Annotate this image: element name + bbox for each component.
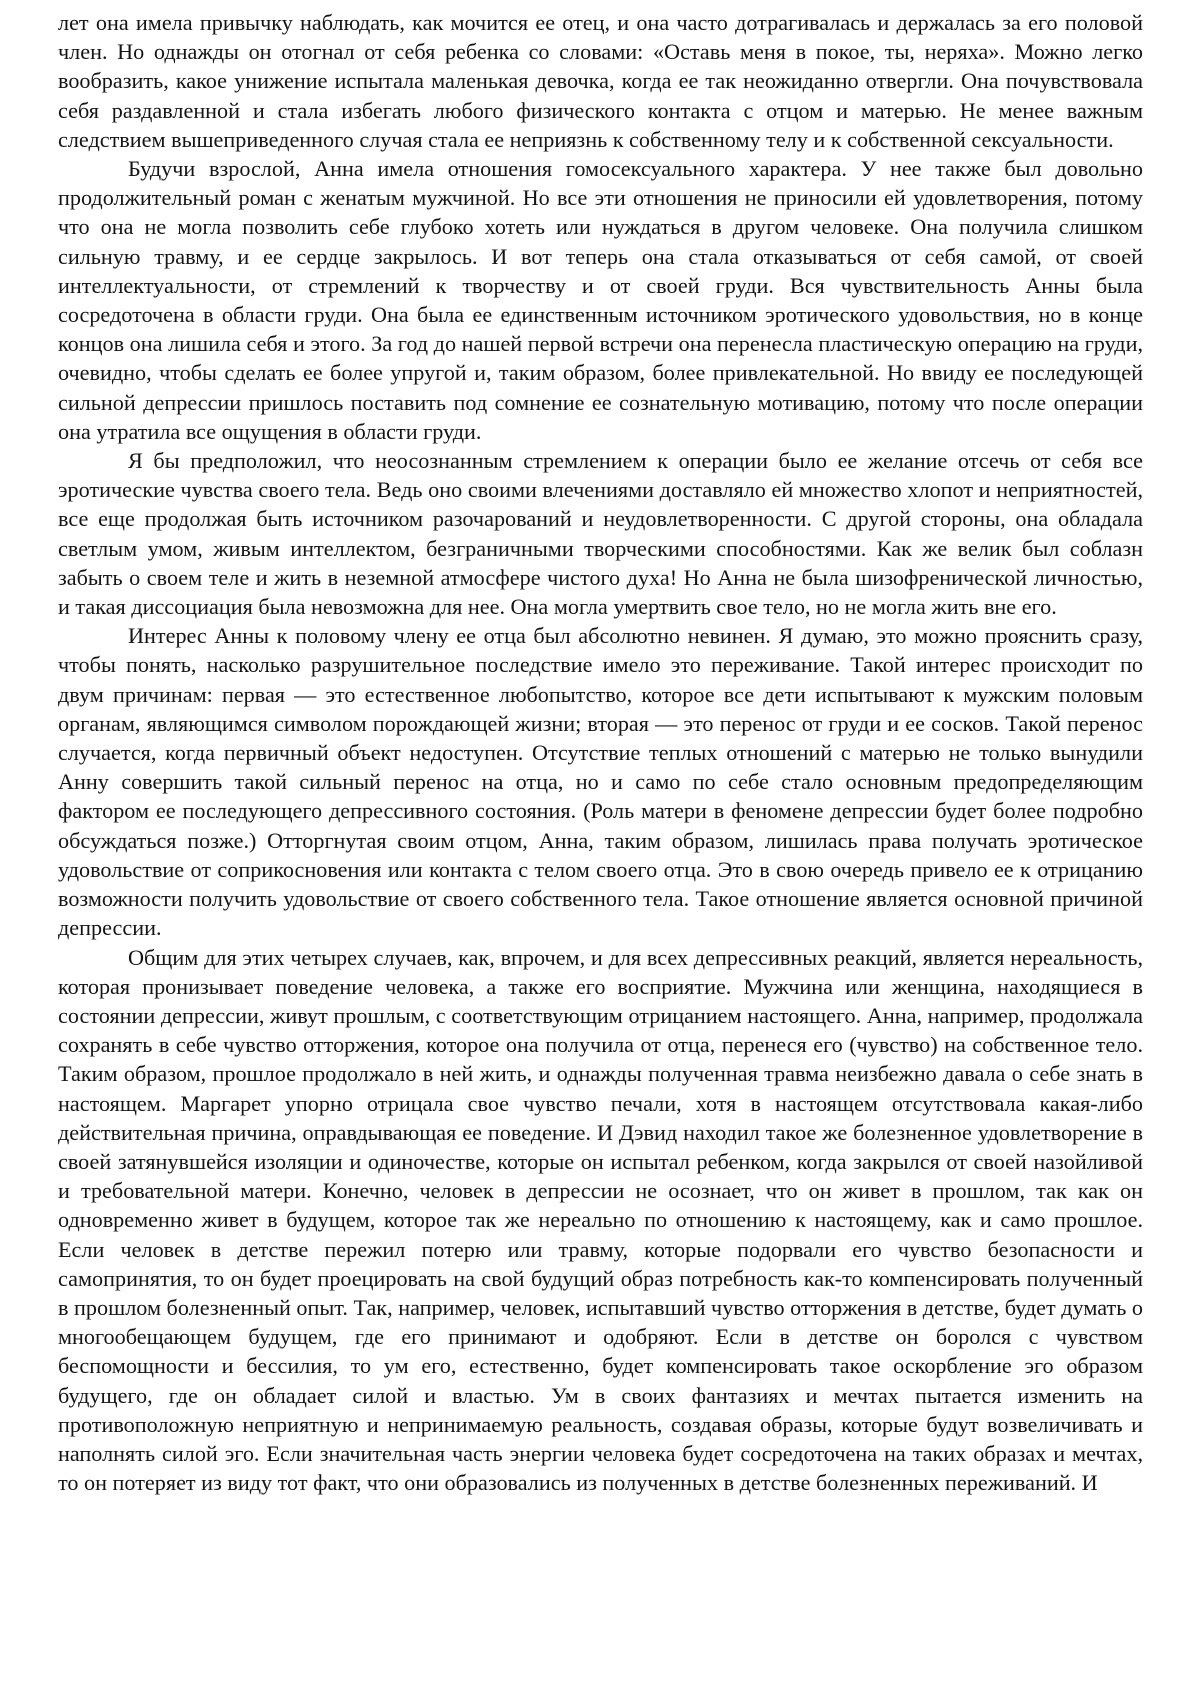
paragraph-father-interest: Интерес Анны к половому члену ее отца был абсолютно невинен. Я думаю, это можно прояснить сразу, чтобы понять, насколько разрушительное последствие имело это переживание. Такой интерес происходит по двум причинам: первая — это естественное любопытство, которое все дети испытывают к мужским половым органам, являющимся символом порождающей жизни; вторая — это перенос от груди и ее сосков. Такой перенос случается, когда первичный объект недоступен. Отсутствие теплых отношений с матерью не только вынудили Анну совершить такой сильный перенос на отца, но и само по себе стало основным предопределяющим фактором ее последующего депрессивного состояния. (Роль матери в феномене депрессии будет более подробно обсуждаться позже.) Отторгнутая своим отцом, Анна, таким образом, лишилась права получать эротическое удовольствие от соприкосновения или контакта с телом своего отца. Это в свою очередь привело ее к отрицанию возможности получить удовольствие от своего собственного тела. Такое отношение является основной причиной депрессии. xyxy=(58,621,1143,942)
document-page xyxy=(58,8,1143,1497)
paragraph-depression-unreality: Общим для этих четырех случаев, как, впрочем, и для всех депрессивных реакций, является нереальность, которая пронизывает поведение человека, а также его восприятие. Мужчина или женщина, находящиеся в состоянии депрессии, живут прошлым, с соответствующим отрицанием настоящего. Анна, например, продолжала сохранять в себе чувство отторжения, которое она получила от отца, перенеся его (чувство) на собственное тело. Таким образом, прошлое продолжало в ней жить, и однажды полученная травма неизбежно давала о себе знать в настоящем. Маргарет упорно отрицала свое чувство печали, хотя в настоящем отсутствовала какая-либо действительная причина, оправдывающая ее поведение. И Дэвид находил такое же болезненное удовлетворение в своей затянувшейся изоляции и одиночестве, которые он испытал ребенком, когда закрылся от своей назойливой и требовательной матери. Конечно, человек в депрессии не осознает, что он живет в прошлом, так как он одновременно живет в будущем, которое так же нереально по отношению к настоящему, как и само прошлое. Если человек в детстве пережил потерю или травму, которые подорвали его чувство безопасности и самопринятия, то он будет проецировать на свой будущий образ потребность как-то компенсировать полученный в прошлом болезненный опыт. Так, например, человек, испытавший чувство отторжения в детстве, будет думать о многообещающем будущем, где его принимают и одобряют. Если в детстве он боролся с чувством беспомощности и бессилия, то ум его, естественно, будет компенсировать такое оскорбление эго образом будущего, где он обладает силой и властью. Ум в своих фантазиях и мечтах пытается изменить на противоположную неприятную и непринимаемую реальность, создавая образы, которые будут возвеличивать и наполнять силой эго. Если значительная часть энергии человека будет сосредоточена на таких образах и мечтах, то он потеряет из виду тот факт, что они образовались из полученных в детстве болезненных переживаний. И xyxy=(58,943,1143,1498)
paragraph-anna-relationships: Будучи взрослой, Анна имела отношения гомосексуального характера. У нее также был довольно продолжительный роман с женатым мужчиной. Но все эти отношения не приносили ей удовлетворения, потому что она не могла позволить себе глубоко хотеть или нуждаться в другом человеке. Она получила слишком сильную травму, и ее сердце закрылось. И вот теперь она стала отказываться от себя самой, от своей интеллектуальности, от стремлений к творчеству и от своей груди. Вся чувствительность Анны была сосредоточена в области груди. Она была ее единственным источником эротического удовольствия, но в конце концов она лишила себя и этого. За год до нашей первой встречи она перенесла пластическую операцию на груди, очевидно, чтобы сделать ее более упругой и, таким образом, более привлекательной. Но ввиду ее последующей сильной депрессии пришлось поставить под сомнение ее сознательную мотивацию, потому что после операции она утратила все ощущения в области груди. xyxy=(58,154,1143,446)
paragraph-operation-motive: Я бы предположил, что неосознанным стремлением к операции было ее желание отсечь от себя все эротические чувства своего тела. Ведь оно своими влечениями доставляло ей множество хлопот и неприятностей, все еще продолжая быть источником разочарований и неудовлетворенности. С другой стороны, она обладала светлым умом, живым интеллектом, безграничными творческими способностями. Как же велик был соблазн забыть о своем теле и жить в неземной атмосфере чистого духа! Но Анна не была шизофренической личностью, и такая диссоциация была невозможна для нее. Она могла умертвить свое тело, но не могла жить вне его. xyxy=(58,446,1143,621)
paragraph-continuation: лет она имела привычку наблюдать, как мочится ее отец, и она часто дотрагивалась и держалась за его половой член. Но однажды он отогнал от себя ребенка со словами: «Оставь меня в покое, ты, неряха». Можно легко вообразить, какое унижение испытала маленькая девочка, когда ее так неожиданно отвергли. Она почувствовала себя раздавленной и стала избегать любого физического контакта с отцом и матерью. Не менее важным следствием вышеприведенного случая стала ее неприязнь к собственному телу и к собственной сексуальности. xyxy=(58,8,1143,154)
